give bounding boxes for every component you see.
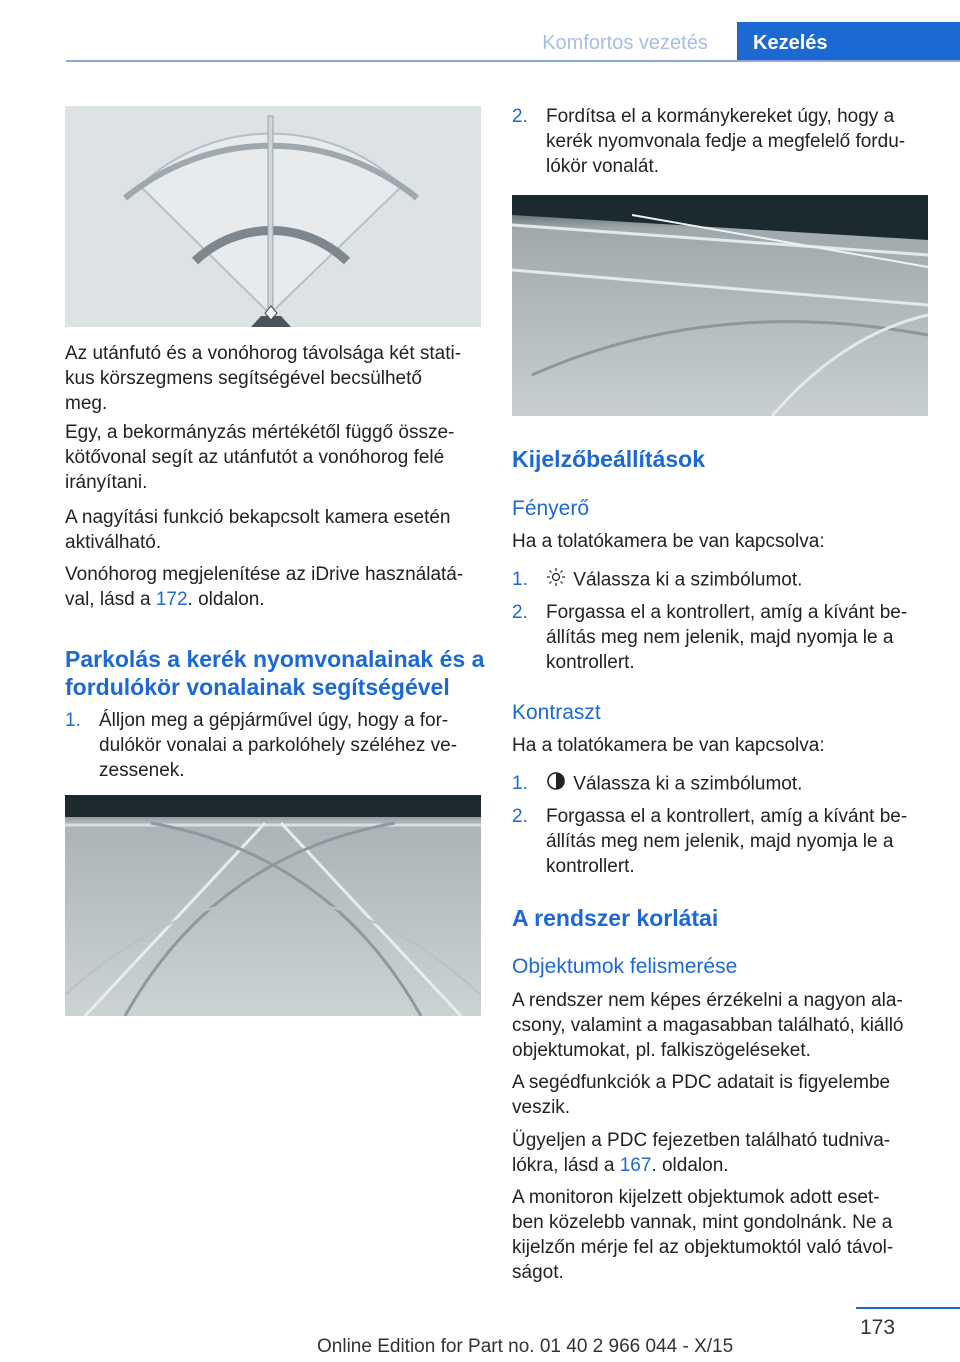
- para-pdc-data: A segédfunkciók a PDC adatait is figyelembe veszik.: [512, 1072, 891, 1118]
- para-hitch-display: Vonóhorog megjelenítése az iDrive használatá- val, lásd a 172. oldalon.: [65, 564, 464, 610]
- para-pdc-notes: Ügyeljen a PDC fejezetben található tudniva- lókra, lásd a 167. oldalon.: [512, 1130, 891, 1176]
- contrast-step-2: 2. Forgassa el a kontrollert, amíg a kívánt be- állítás meg nem jelenik, majd nyomja le a kontrollert.: [512, 806, 908, 877]
- brightness-intro: Ha a tolatókamera be van kapcsolva:: [512, 531, 825, 552]
- para-zoom: A nagyítási funkció bekapcsolt kamera esetén aktiválható.: [65, 507, 451, 553]
- step-2: 2. Fordítsa el a kormánykereket úgy, hogy a kerék nyomvonala fedje a megfelelő fordu- lókör vonalát.: [512, 106, 906, 177]
- heading-object-detection: Objektumok felismerése: [512, 955, 738, 978]
- step-1: 1. Álljon meg a gépjárművel úgy, hogy a for- dulókör vonalai a parkolóhely széléhez ve- zessenek.: [65, 710, 458, 781]
- brightness-step-1: 1. Válassza ki a szimbólumot.: [512, 567, 928, 594]
- contrast-intro: Ha a tolatókamera be van kapcsolva:: [512, 735, 825, 756]
- heading-contrast: Kontraszt: [512, 701, 601, 724]
- sun-icon[interactable]: [546, 567, 568, 594]
- heading-display-settings: Kijelzőbeállítások: [512, 446, 706, 472]
- page-link-172[interactable]: 172: [155, 589, 188, 610]
- para-monitor-distance: A monitoron kijelzett objektumok adott eset- ben közelebb vannak, mint gondolnánk. Ne a kijelzőn mérje fel az objektumoktól való távol- ságot.: [512, 1187, 894, 1283]
- header-section-tab[interactable]: Komfortos vezetés: [542, 32, 708, 54]
- para-object-detection: A rendszer nem képes érzékelni a nagyon ala- csony, valamint a magasabban található, kiálló objektumokat, pl. falkiszögeléseket.: [512, 990, 904, 1061]
- figure-trailer-segments: [65, 106, 481, 327]
- page-link-167[interactable]: 167: [619, 1155, 652, 1176]
- brightness-step-2: 2. Forgassa el a kontrollert, amíg a kívánt be- állítás meg nem jelenik, majd nyomja le a kontrollert.: [512, 602, 908, 673]
- heading-brightness: Fényerő: [512, 497, 590, 520]
- header-chapter-tab[interactable]: Kezelés: [737, 22, 960, 62]
- figure-wheel-track-lines: [512, 195, 928, 416]
- contrast-icon[interactable]: [546, 771, 568, 798]
- contrast-step-1: 1. Válassza ki a szimbólumot.: [512, 771, 928, 798]
- heading-parking-lines: Parkolás a kerék nyomvonalainak és a fordulókör vonalainak segítségével: [65, 646, 485, 700]
- para-trailer-distance: Az utánfutó és a vonóhorog távolsága két stati- kus körszegmens segítségével becsülhető meg.: [65, 343, 462, 414]
- footer-rule: [856, 1307, 960, 1309]
- heading-system-limits: A rendszer korlátai: [512, 905, 719, 931]
- para-connecting-line: Egy, a bekormányzás mértékétől függő össze- kötővonal segít az utánfutót a vonóhorog felé irányítani.: [65, 422, 455, 493]
- footer-edition: Online Edition for Part no. 01 40 2 966 044 - X/15: [317, 1336, 734, 1357]
- header-rule: [66, 60, 960, 62]
- page-number: 173: [860, 1316, 896, 1339]
- figure-turning-circle-lines: [65, 795, 481, 1016]
